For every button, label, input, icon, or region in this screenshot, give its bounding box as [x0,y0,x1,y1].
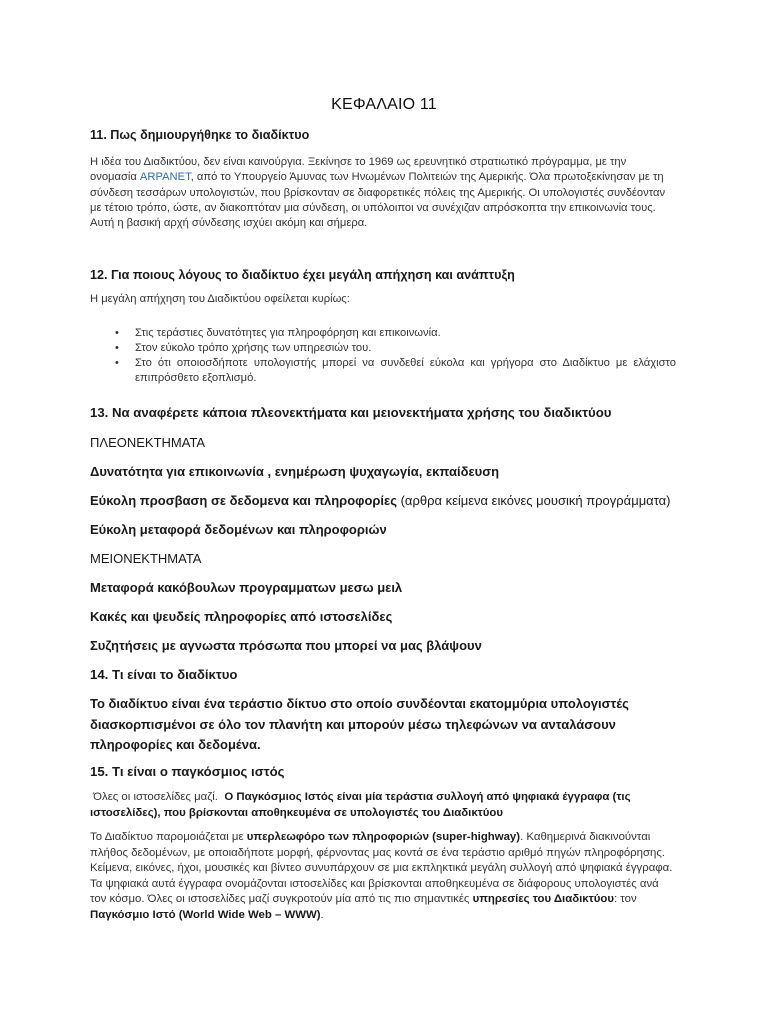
section-11-heading: 11. Πως δημιουργήθηκε το διαδίκτυο [90,128,310,142]
section-15-p1-plain: Όλες οι ιστοσελίδες μαζί. [93,791,218,803]
section-11-body [90,155,676,231]
section-12-list-wrap [90,326,676,386]
pro-1-wrap [90,464,676,480]
con-item-1: Μεταφορά κακόβουλων προγραμματων μεσω μειλ [90,580,403,595]
section-13 [90,405,676,420]
pro-2-wrap [90,493,676,509]
list-item: • Στον εύκολο τρόπο χρήσης των υπηρεσιών του. [90,341,676,356]
section-15-heading: 15. Τι είναι ο παγκόσμιος ιστός [90,764,285,779]
section-14-paragraph: Το διαδίκτυο είναι ένα τεράστιο δίκτυο στο οποίο συνδέονται εκατομμύρια υπολογιστές διασκορπισμένοι σε όλο τον πλανήτη και μπορούν μέσω τηλεφώνων να ανταλάσουν πληροφορίες και δεδομένα. [90,696,629,752]
pro-item-1: Δυνατότητα για επικοινωνία , ενημέρωση ψυχαγωγία, εκπαίδευση [90,464,500,479]
pro-item-2 [90,493,676,509]
p2-text-a: Το Διαδίκτυο παρομοιάζεται με [90,831,247,843]
section-15-paragraph-1 [90,790,676,821]
section-12-intro: Η μεγάλη απήχηση του Διαδικτύου οφείλεται κυρίως: [90,293,350,305]
pros-label-wrap [90,435,676,450]
section-15 [90,764,676,779]
cons-label: ΜΕΙΟΝΕΚΤΗΜΑΤΑ [90,551,202,566]
section-12 [90,268,676,282]
section-15-p1-wrap [90,790,676,821]
section-11-paragraph [90,155,676,231]
section-15-p1-bold: Ο Παγκόσμιος Ιστός είναι μία τεράστια συλλογή από ψηφιακά έγγραφα (τις ιστοσελίδες), που βρίσκονται αποθηκευμένα σε υπολογιστές του Διαδικτύου [90,791,631,819]
section-13-heading: 13. Να αναφέρετε κάποια πλεονεκτήματα και μειονεκτήματα χρήσης του διαδικτύου [90,405,612,420]
list-item: • Στις τεράστιες δυνατότητες για πληροφόρηση και επικοινωνία. [90,326,676,341]
arpanet-link[interactable]: ARPANET [139,171,191,184]
pros-label: ΠΛΕΟΝΕΚΤΗΜΑΤΑ [90,435,206,450]
p2-text-e: : τον [613,893,637,906]
con-3-wrap [90,638,676,654]
p2-text-c: . Καθημερινά διακινούνται πλήθος δεδομένων, με οποιαδήποτε μορφή, φέρνοντας μας κοντά σε ένα τεράστιο αριθμό πηγών πληροφόρησης. Κείμενα, εικόνες, ήχοι, μουσικές και βίντεο συνυπάρχουν σε μια εκπληκτικά μεγάλη συλλογή από ψηφιακά έγγραφα. Τα ψηφιακά αυτά έγγραφα ονομάζονται ιστοσελίδες και βρίσκονται αποθηκευμένα σε διάφορους υπολογιστές ανά τον κόσμο. Όλες οι ιστοσελίδες μαζί συγκροτούν μία από τις πιο σημαντικές [90,831,673,906]
p2-bold-f: Παγκόσμιο Ιστό (World Wide Web – WWW) [90,908,321,921]
con-1-wrap [90,580,676,596]
section-12-intro-wrap [90,292,676,307]
p2-bold-d: υπηρεσίες του Διαδικτύου [472,893,614,906]
pro-item-2-rest: (αρθρα κείμενα εικόνες μουσική προγράμματα) [396,493,671,508]
con-2-wrap [90,609,676,625]
section-15-p2-wrap [90,830,676,924]
section-14-heading: 14. Τι είναι το διαδίκτυο [90,667,238,682]
con-item-2: Κακές και ψευδείς πληροφορίες από ιστοσελίδες [90,609,393,624]
p2-text-g: . [320,908,324,921]
section-15-paragraph-2 [90,830,676,924]
section-11-text-a: Η ιδέα του Διαδικτύου, δεν είναι καινούργια. Ξεκίνησε το 1969 ως ερευνητικό στρατιωτικό πρόγραμμα, με την ονομασία [90,156,627,184]
section-14 [90,667,676,682]
reasons-list [90,326,676,386]
list-item: • Στο ότι οποιοσδήποτε υπολογιστής μπορεί να συνδεθεί εύκολα και γρήγορα στο Διαδίκτυο με ελάχιστο επιπρόσθετο εξοπλισμό. [90,356,676,386]
cons-label-wrap [90,551,676,566]
section-12-heading: 12. Για ποιους λόγους το διαδίκτυο έχει μεγάλη απήχηση και ανάπτυξη [90,268,515,282]
pro-item-3: Εύκολη μεταφορά δεδομένων και πληροφοριών [90,522,387,537]
section-11-text-b: , από το Υπουργείο Άμυνας των Ηνωμένων Πολιτειών της Αμερικής. Όλα πρωτοξεκίνησαν με τη σύνδεση τεσσάρων υπολογιστών, που βρίσκονταν σε διαφορετικές πόλεις της Αμερικής. Οι υπολογιστές συνδέονταν με τέτοιο τρόπο, ώστε, αν διακοπτόταν μια σύνδεση, οι υπόλοιποι να συνέχιζαν απρόσκοπτα την επικοινωνία τους. Αυτή η βασική αρχή σύνδεσης ισχύει ακόμη και σήμερα. [90,171,666,230]
chapter-title: ΚΕΦΑΛΑΙΟ 11 [331,96,437,113]
p2-bold-b: υπερλεωφόρο των πληροφοριών (super-highway) [246,831,521,843]
section-11 [90,128,676,142]
section-14-body [90,694,676,756]
pro-item-2-bold: Εύκολη προσβαση σε δεδομενα και πληροφορίες [90,493,397,508]
pro-3-wrap [90,522,676,538]
con-item-3: Συζητήσεις με αγνωστα πρόσωπα που μπορεί να μας βλάψουν [90,638,482,653]
